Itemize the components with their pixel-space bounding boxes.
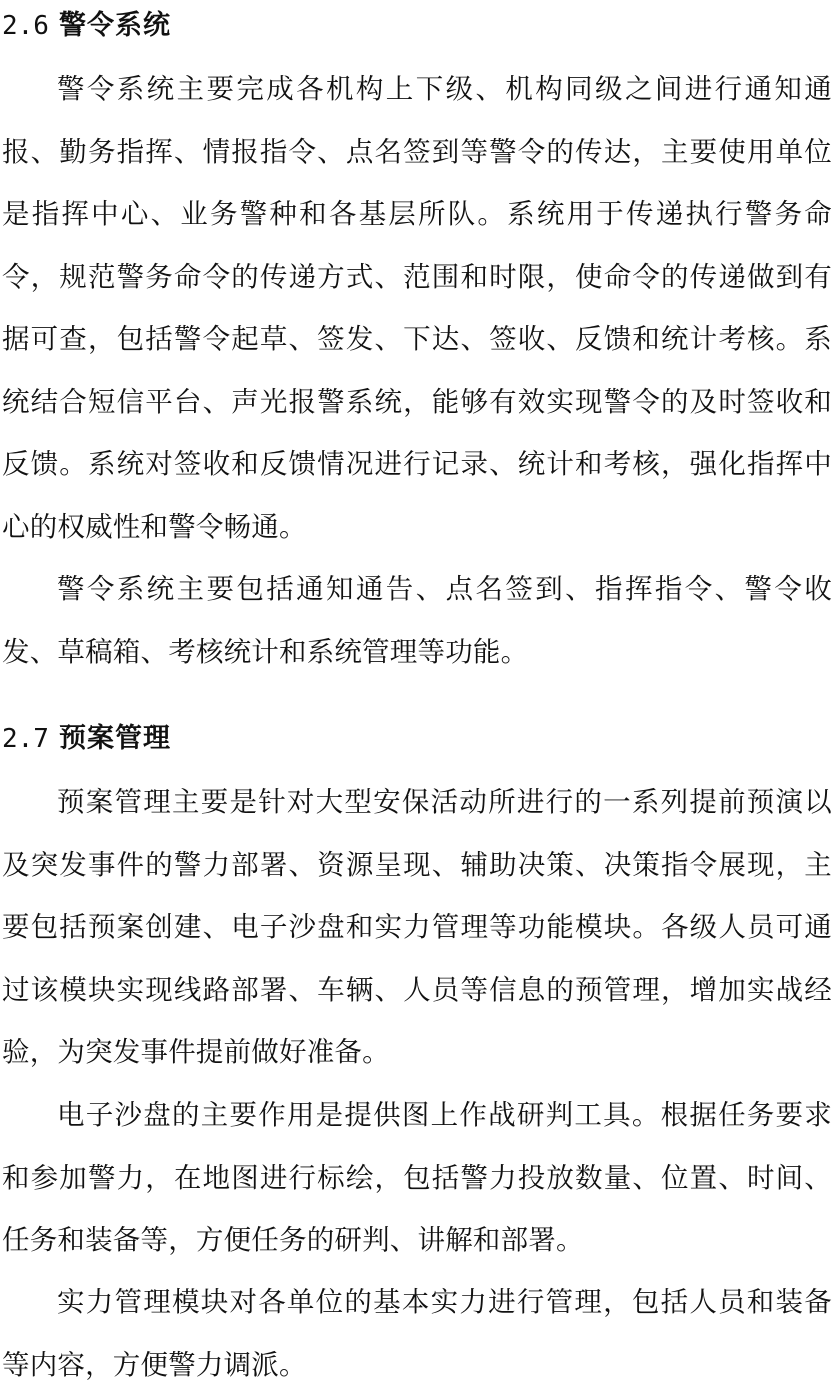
section-heading-2-7 (2, 719, 171, 759)
paragraph: 实力管理模块对各单位的基本实力进行管理，包括人员和装备等内容，方便警力调派。 (2, 1286, 832, 1381)
section-title: 警令系统 (58, 10, 171, 41)
section-title: 预案管理 (58, 723, 171, 754)
section-number: 2.6 (2, 11, 49, 41)
paragraph: 预案管理主要是针对大型安保活动所进行的一系列提前预演以及突发事件的警力部署、资源呈现、辅助决策、决策指令展现，主要包括预案创建、电子沙盘和实力管理等功能模块。各级人员可通过该模块实现线路部署、车辆、人员等信息的预管理，增加实战经验，为突发事件提前做好准备。 (2, 786, 832, 1068)
paragraph: 警令系统主要包括通知通告、点名签到、指挥指令、警令收发、草稿箱、考核统计和系统管理等功能。 (2, 573, 832, 668)
paragraph: 电子沙盘的主要作用是提供图上作战研判工具。根据任务要求和参加警力，在地图进行标绘，包括警力投放数量、位置、时间、任务和装备等，方便任务的研判、讲解和部署。 (2, 1099, 832, 1256)
section-heading-2-6 (2, 6, 171, 46)
section-number: 2.7 (2, 724, 49, 754)
paragraph: 警令系统主要完成各机构上下级、机构同级之间进行通知通报、勤务指挥、情报指令、点名签到等警令的传达，主要使用单位是指挥中心、业务警种和各基层所队。系统用于传递执行警务命令，规范警务命令的传递方式、范围和时限，使命令的传递做到有据可查，包括警令起草、签发、下达、签收、反馈和统计考核。系统结合短信平台、声光报警系统，能够有效实现警令的及时签收和反馈。系统对签收和反馈情况进行记录、统计和考核，强化指挥中心的权威性和警令畅通。 (2, 73, 832, 543)
